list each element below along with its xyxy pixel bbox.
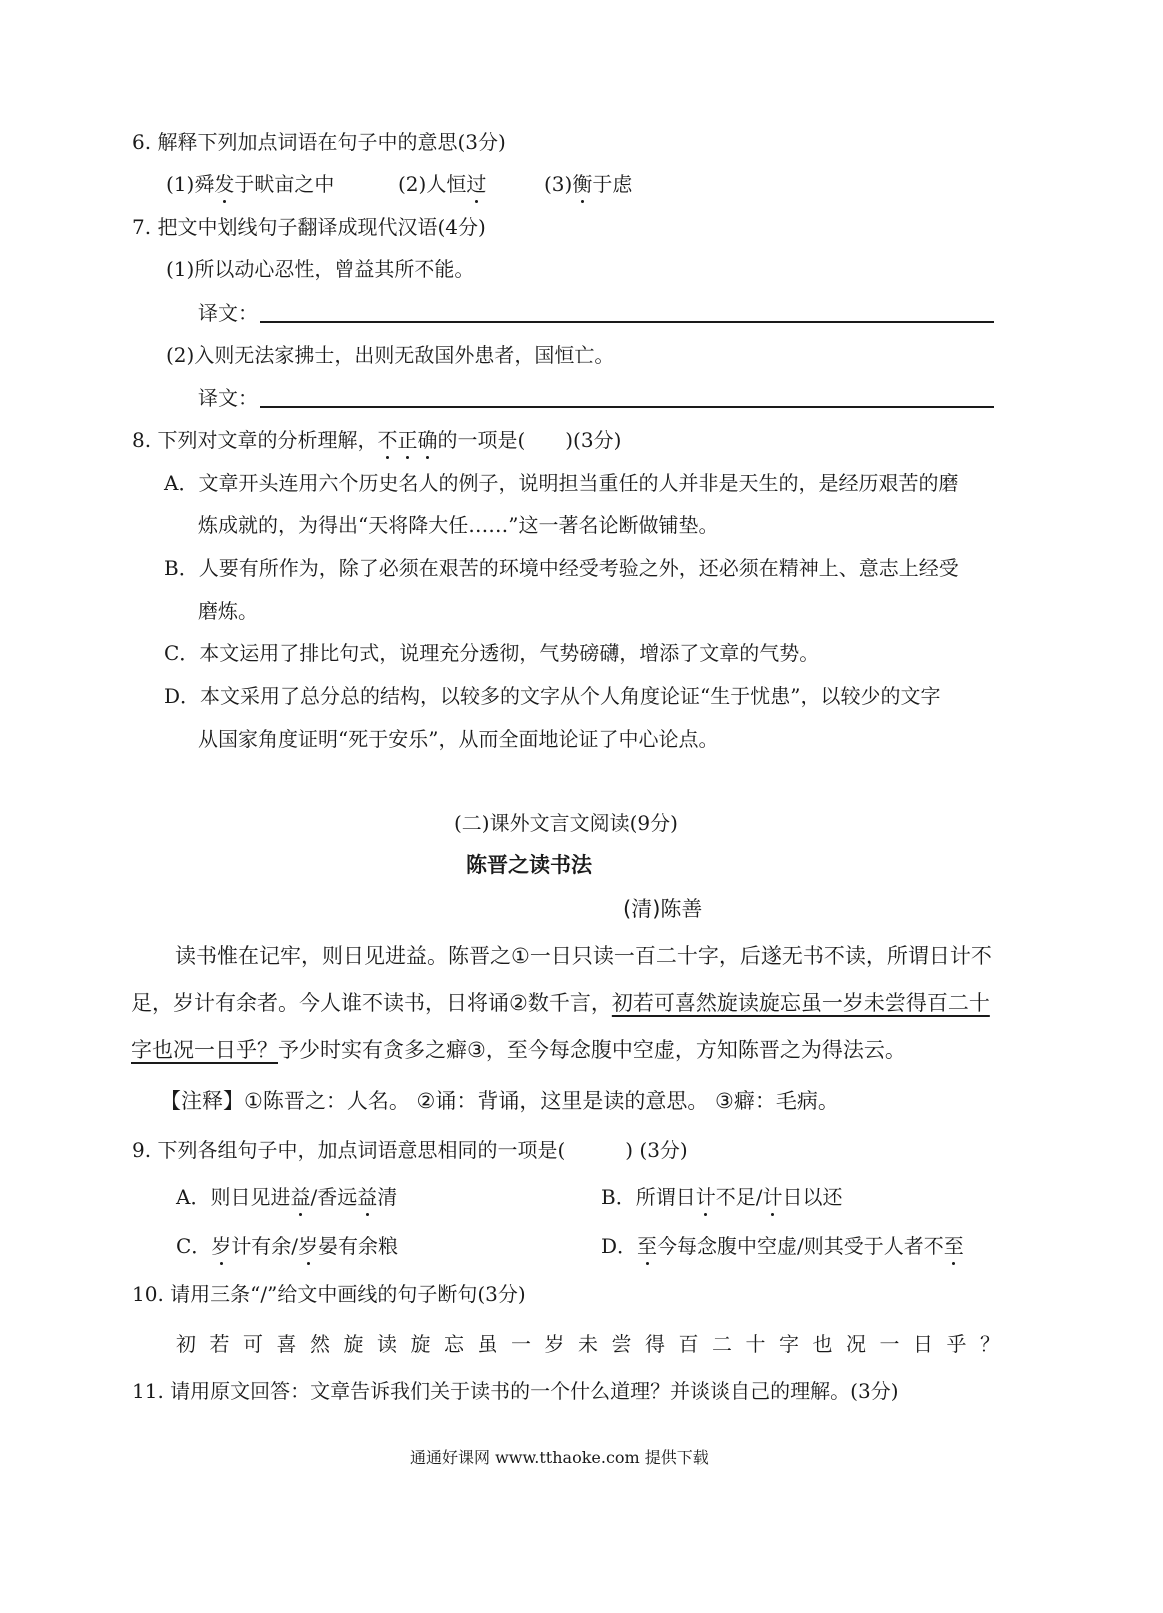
section-heading: (二)课外文言文阅读(9分) — [454, 811, 678, 835]
emphasis-dot: 岁 — [211, 1234, 232, 1258]
q9-option-c: C．岁计有余/岁晏有余粮 — [176, 1234, 399, 1258]
q8-stem: 8. 下列对文章的分析理解，不正确的一项是( )(3分) — [132, 428, 622, 452]
underlined-sentence: 字也况一日乎？ — [131, 1038, 278, 1062]
q10-sentence: 初若可喜然旋读旋忘虽一岁未尝得百二十字也况一日乎？ — [176, 1332, 1014, 1356]
q8-option-a-line-2: 炼成就的，为得出“天将降大任……”这一著名论断做铺垫。 — [198, 513, 719, 537]
emphasis-dot: 岁 — [298, 1234, 319, 1258]
q9-option-d: D．至今每念腹中空虚/则其受于人者不至 — [601, 1234, 964, 1258]
emphasis-dot: 发 — [214, 172, 235, 196]
q7-stem: 7. 把文中划线句子翻译成现代汉语(4分) — [132, 215, 486, 239]
q6-item-1: (1)舜发于畎亩之中 — [166, 172, 335, 196]
translation-label-2: 译文： — [198, 386, 258, 410]
q8-option-b-line-1: B．人要有所作为，除了必须在艰苦的环境中经受考验之外，还必须在精神上、意志上经受 — [164, 556, 959, 580]
emphasis-dot: 至 — [637, 1234, 658, 1258]
emphasis-dot: 衡 — [572, 172, 593, 196]
q8-option-a-line-1: A．文章开头连用六个历史名人的例子，说明担当重任的人并非是天生的，是经历艰苦的磨 — [164, 471, 959, 495]
emphasis-dot: 益 — [357, 1185, 378, 1209]
passage-line-1: 读书惟在记牢，则日见进益。陈晋之①一日只读一百二十字，后遂无书不读，所谓日计不 — [175, 944, 992, 968]
translation-label-1: 译文： — [198, 301, 258, 325]
passage-title: 陈晋之读书法 — [466, 853, 592, 877]
q8-option-c: C．本文运用了排比句式，说理充分透彻，气势磅礴，增添了文章的气势。 — [164, 641, 820, 665]
q8-option-d-line-1: D．本文采用了总分总的结构，以较多的文字从个人角度论证“生于忧患”，以较少的文字 — [164, 684, 941, 708]
emphasis-dot: 至 — [943, 1234, 964, 1258]
q9-stem: 9. 下列各组句子中，加点词语意思相同的一项是( ) (3分) — [132, 1138, 688, 1162]
q7-sentence-1: (1)所以动心忍性，曾益其所不能。 — [166, 257, 475, 281]
answer-line-1[interactable] — [260, 321, 994, 323]
q9-option-a: A．则日见进益/香远益清 — [176, 1185, 398, 1209]
emphasis-dot: 益 — [290, 1185, 311, 1209]
passage-line-3: 字也况一日乎？予少时实有贪多之癖③，至今每念腹中空虚，方知陈晋之为得法云。 — [131, 1038, 906, 1062]
q10-stem: 10. 请用三条“/”给文中画线的句子断句(3分) — [132, 1282, 526, 1306]
underlined-sentence: 初若可喜然旋读旋忘虽一岁未尝得百二十 — [611, 991, 990, 1015]
q8-option-b-line-2: 磨炼。 — [198, 599, 258, 623]
passage-author: (清)陈善 — [623, 897, 703, 921]
q8-option-d-line-2: 从国家角度证明“死于安乐”，从而全面地论证了中心论点。 — [198, 727, 719, 751]
q7-sentence-2: (2)入则无法家拂士，出则无敌国外患者，国恒亡。 — [166, 343, 615, 367]
q11-stem: 11. 请用原文回答：文章告诉我们关于读书的一个什么道理？并谈谈自己的理解。(3分) — [132, 1379, 899, 1403]
q6-item-2: (2)人恒过 — [398, 172, 487, 196]
passage-line-2: 足，岁计有余者。今人谁不读书，日将诵②数千言，初若可喜然旋读旋忘虽一岁未尝得百二十 — [131, 991, 990, 1015]
emphasis-dot: 计 — [762, 1185, 783, 1209]
q6-stem: 6. 解释下列加点词语在句子中的意思(3分) — [132, 130, 506, 154]
q9-option-b: B．所谓日计不足/计日以还 — [601, 1185, 843, 1209]
annotation-note: 【注释】①陈晋之：人名。 ②诵：背诵，这里是读的意思。 ③癖：毛病。 — [160, 1089, 839, 1113]
emphasis-dot-text: 不正确 — [377, 428, 438, 452]
answer-line-2[interactable] — [260, 406, 994, 408]
emphasis-dot: 过 — [466, 172, 487, 196]
page-footer: 通通好课网 www.tthaoke.com 提供下载 — [410, 1448, 709, 1467]
emphasis-dot: 计 — [695, 1185, 716, 1209]
q6-item-3: (3)衡于虑 — [544, 172, 633, 196]
